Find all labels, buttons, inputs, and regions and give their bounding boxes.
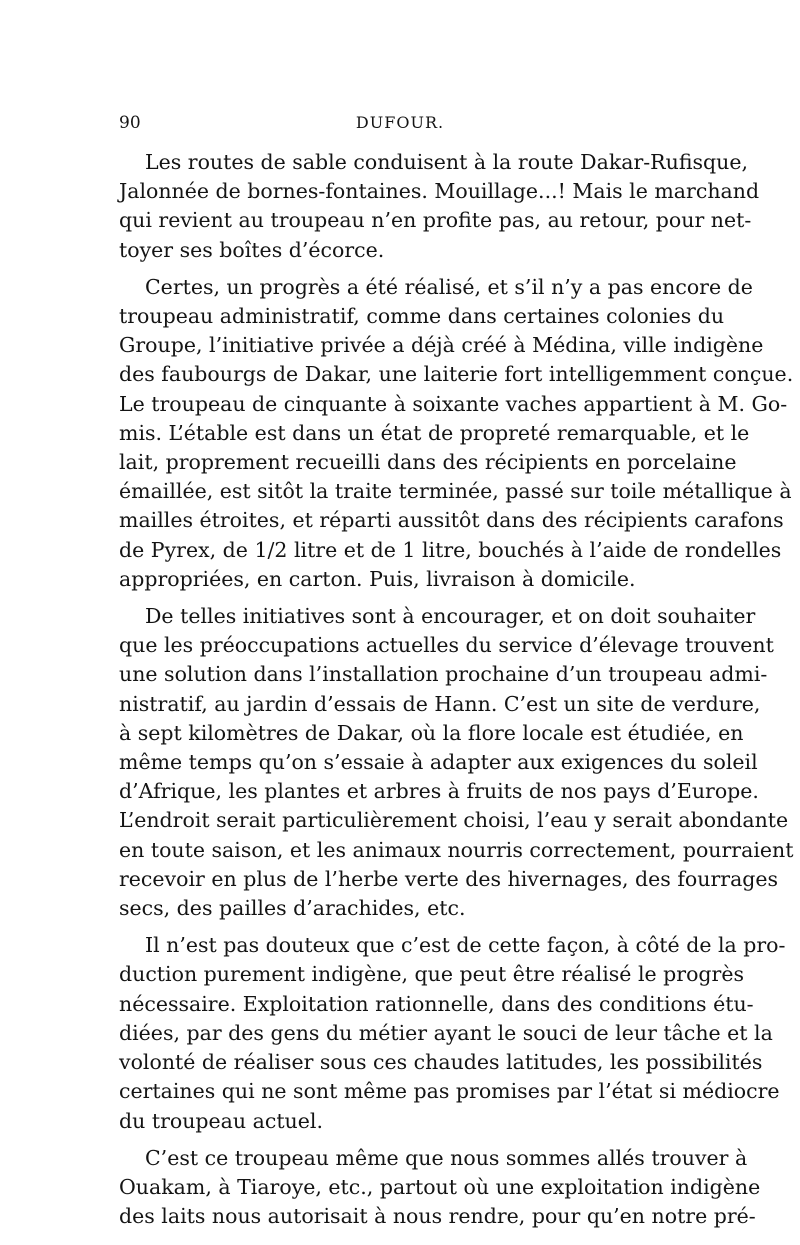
text-line: C’est ce troupeau même que nous sommes allés trouver à [145, 1145, 748, 1170]
paragraph-3 [119, 602, 794, 923]
text-line: Jalonnée de bornes-fontaines. Mouillage...! Mais le marchand [119, 179, 760, 204]
text-line: toyer ses boîtes d’écorce. [119, 237, 385, 262]
text-line: De telles initiatives sont à encourager, et on doit souhaiter [145, 604, 756, 629]
text-line: volonté de réaliser sous ces chaudes latitudes, les possibilités [119, 1050, 763, 1075]
running-head [119, 108, 681, 138]
text-line: qui revient au troupeau n’en profite pas, au retour, pour net- [119, 208, 752, 233]
body-text [119, 148, 794, 1231]
paragraph-4 [119, 931, 786, 1135]
text-line: appropriées, en carton. Puis, livraison à domicile. [119, 566, 636, 591]
text-line: mis. L’étable est dans un état de propreté remarquable, et le [119, 420, 750, 445]
text-line: secs, des pailles d’arachides, etc. [119, 896, 466, 921]
text-line: L’endroit serait particulièrement choisi, l’eau y serait abondante [119, 808, 789, 833]
book-page [119, 108, 794, 1239]
text-line: duction purement indigène, que peut être réalisé le progrès [119, 962, 744, 987]
text-line: en toute saison, et les animaux nourris correctement, pourraient [119, 837, 794, 862]
text-line: que les préoccupations actuelles du service d’élevage trouvent [119, 633, 774, 658]
text-line: Il n’est pas douteux que c’est de cette façon, à côté de la pro- [145, 933, 786, 958]
text-line: Les routes de sable conduisent à la route Dakar-Rufisque, [145, 150, 748, 174]
text-line: lait, proprement recueilli dans des récipients en porcelaine [119, 450, 737, 475]
text-line: Ouakam, à Tiaroye, etc., partout où une exploitation indigène [119, 1174, 761, 1199]
page-number: 90 [119, 113, 141, 133]
paragraph-1 [119, 148, 760, 265]
text-line: troupeau administratif, comme dans certaines colonies du [119, 304, 725, 329]
text-line: mailles étroites, et réparti aussitôt dans des récipients carafons [119, 508, 784, 533]
text-line: recevoir en plus de l’herbe verte des hivernages, des fourrages [119, 866, 779, 891]
text-line: émaillée, est sitôt la traite terminée, passé sur toile métallique à [119, 479, 792, 504]
paragraph-5 [119, 1144, 761, 1232]
text-line: Le troupeau de cinquante à soixante vaches appartient à M. Go- [119, 391, 788, 416]
text-line: certaines qui ne sont même pas promises par l’état si médiocre [119, 1079, 780, 1104]
text-line: du troupeau actuel. [119, 1108, 323, 1133]
text-line: Groupe, l’initiative privée a déjà créé à Médina, ville indigène [119, 333, 764, 358]
text-line: Certes, un progrès a été réalisé, et s’il n’y a pas encore de [145, 274, 753, 299]
text-line: des faubourgs de Dakar, une laiterie fort intelligemment conçue. [119, 362, 794, 387]
text-line: nécessaire. Exploitation rationnelle, dans des conditions étu- [119, 991, 754, 1016]
text-line: des laits nous autorisait à nous rendre, pour qu’en notre pré- [119, 1204, 756, 1229]
text-line: à sept kilomètres de Dakar, où la flore locale est étudiée, en [119, 720, 744, 745]
text-line: d’Afrique, les plantes et arbres à fruits de nos pays d’Europe. [119, 779, 759, 804]
paragraph-2 [119, 273, 794, 594]
text-line: diées, par des gens du métier ayant le souci de leur tâche et la [119, 1020, 773, 1045]
text-line: même temps qu’on s’essaie à adapter aux exigences du soleil [119, 750, 758, 775]
running-title: DUFOUR. [355, 113, 445, 132]
text-line: nistratif, au jardin d’essais de Hann. C’est un site de verdure, [119, 691, 761, 716]
text-line: une solution dans l’installation prochaine d’un troupeau admi- [119, 662, 768, 687]
text-line: de Pyrex, de 1/2 litre et de 1 litre, bouchés à l’aide de rondelles [119, 537, 782, 562]
